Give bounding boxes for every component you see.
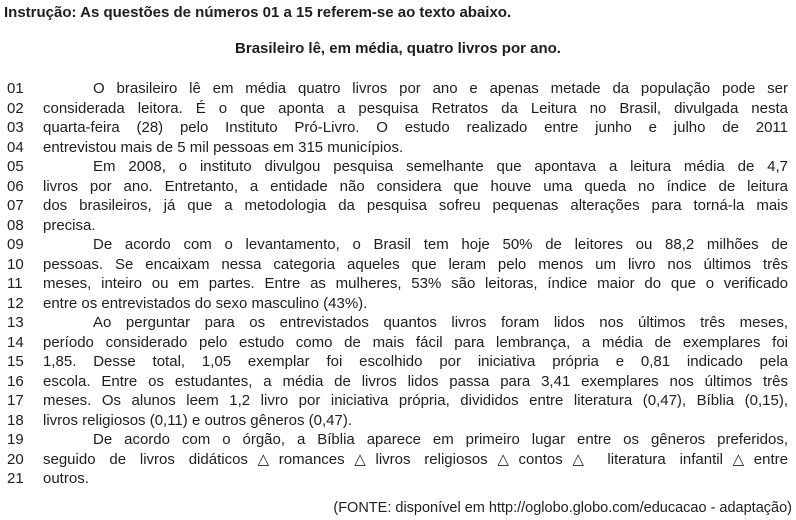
numbered-text-body [7,79,788,489]
line-text: meses. Os alunos leem 1,2 livro por iniciativa própria, divididos entre literatura (0,47), Bíblia (0,15), [43,392,788,409]
text-line-21 [7,469,788,489]
line-text: livros por ano. Entretanto, a entidade não considera que houve uma queda no índice de leitura [43,177,788,195]
line-number: 01 [7,80,24,97]
line-number: 09 [7,236,24,253]
line-text: De acordo com o órgão, a Bíblia aparece em primeiro lugar entre os gêneros preferidos, [93,431,788,448]
line-text: O brasileiro lê em média quatro livros por ano e apenas metade da população pode ser [93,80,788,97]
text-line-04 [7,138,788,158]
line-text: período considerado pelo estudo como de mais fácil para lembrança, a média de exemplares foi [43,333,788,351]
text-line-18 [7,411,788,431]
line-text: dos brasileiros, já que a metodologia da pesquisa sofreu pequenas alterações para torná-la mais [43,197,788,214]
line-text: quarta-feira (28) pelo Instituto Pró-Livro. O estudo realizado entre junho e julho de 2011 [43,119,788,136]
text-line-20 [7,450,788,470]
text-line-06 [7,177,788,197]
text-line-12 [7,294,788,314]
text-line-16 [7,372,788,392]
text-line-01 [7,79,788,99]
line-number: 03 [7,119,24,136]
text-line-19 [7,430,788,450]
line-number: 07 [7,197,24,214]
line-text: escola. Entre os estudantes, a média de livros lidos passa para 3,41 exemplares nos últimos três [43,372,788,390]
text-line-14 [7,333,788,353]
line-number: 15 [7,353,24,370]
line-number: 12 [7,294,24,312]
line-number: 14 [7,333,24,351]
line-number: 20 [7,450,24,468]
line-text: pessoas. Se encaixam nessa categoria aqueles que leram pelo menos um livro nos últimos três [43,255,788,273]
source-citation: (FONTE: disponível em http://oglobo.globo.com/educacao - adaptação) [333,500,792,516]
line-number: 04 [7,138,24,156]
text-line-15 [7,352,788,372]
line-number: 21 [7,470,24,487]
line-text: considerada leitora. É o que aponta a pesquisa Retratos da Leitura no Brasil, divulgada nesta [43,99,788,117]
line-text: entre os entrevistados do sexo masculino (43%). [43,294,368,312]
line-number: 10 [7,255,24,273]
line-text: Em 2008, o instituto divulgou pesquisa semelhante que apontava a leitura média de 4,7 [93,158,788,175]
line-number: 13 [7,314,24,331]
line-text: Ao perguntar para os entrevistados quantos livros foram lidos nos últimos três meses, [93,314,788,331]
text-title: Brasileiro lê, em média, quatro livros por ano. [235,40,561,57]
line-number: 02 [7,99,24,117]
text-line-03 [7,118,788,138]
line-text: precisa. [43,216,96,234]
line-number: 06 [7,177,24,195]
line-text: seguido de livros didáticos△romances△livros religiosos△contos△ literatura infantil△entre [43,450,788,468]
line-text: 1,85. Desse total, 1,05 exemplar foi escolhido por iniciativa própria e 0,81 indicado pela [43,353,788,370]
text-line-02 [7,99,788,119]
text-line-09 [7,235,788,255]
line-text: outros. [43,470,89,487]
line-text: De acordo com o levantamento, o Brasil tem hoje 50% de leitores ou 88,2 milhões de [93,236,788,253]
line-text: entrevistou mais de 5 mil pessoas em 315 municípios. [43,138,404,156]
line-number: 16 [7,372,24,390]
line-number: 05 [7,158,24,175]
text-line-10 [7,255,788,275]
line-number: 17 [7,392,24,409]
line-number: 11 [7,275,23,292]
line-number: 19 [7,431,24,448]
line-number: 18 [7,411,24,429]
instruction-line: Instrução: As questões de números 01 a 15 referem-se ao texto abaixo. [4,4,512,21]
line-text: meses, inteiro ou em partes. Entre as mulheres, 53% são leitoras, índice maior do que o verificado [43,275,788,292]
text-line-13 [7,313,788,333]
line-text: livros religiosos (0,11) e outros gêneros (0,47). [43,411,353,429]
text-line-11 [7,274,788,294]
text-line-05 [7,157,788,177]
text-line-17 [7,391,788,411]
text-line-08 [7,216,788,236]
text-line-07 [7,196,788,216]
line-number: 08 [7,216,24,234]
